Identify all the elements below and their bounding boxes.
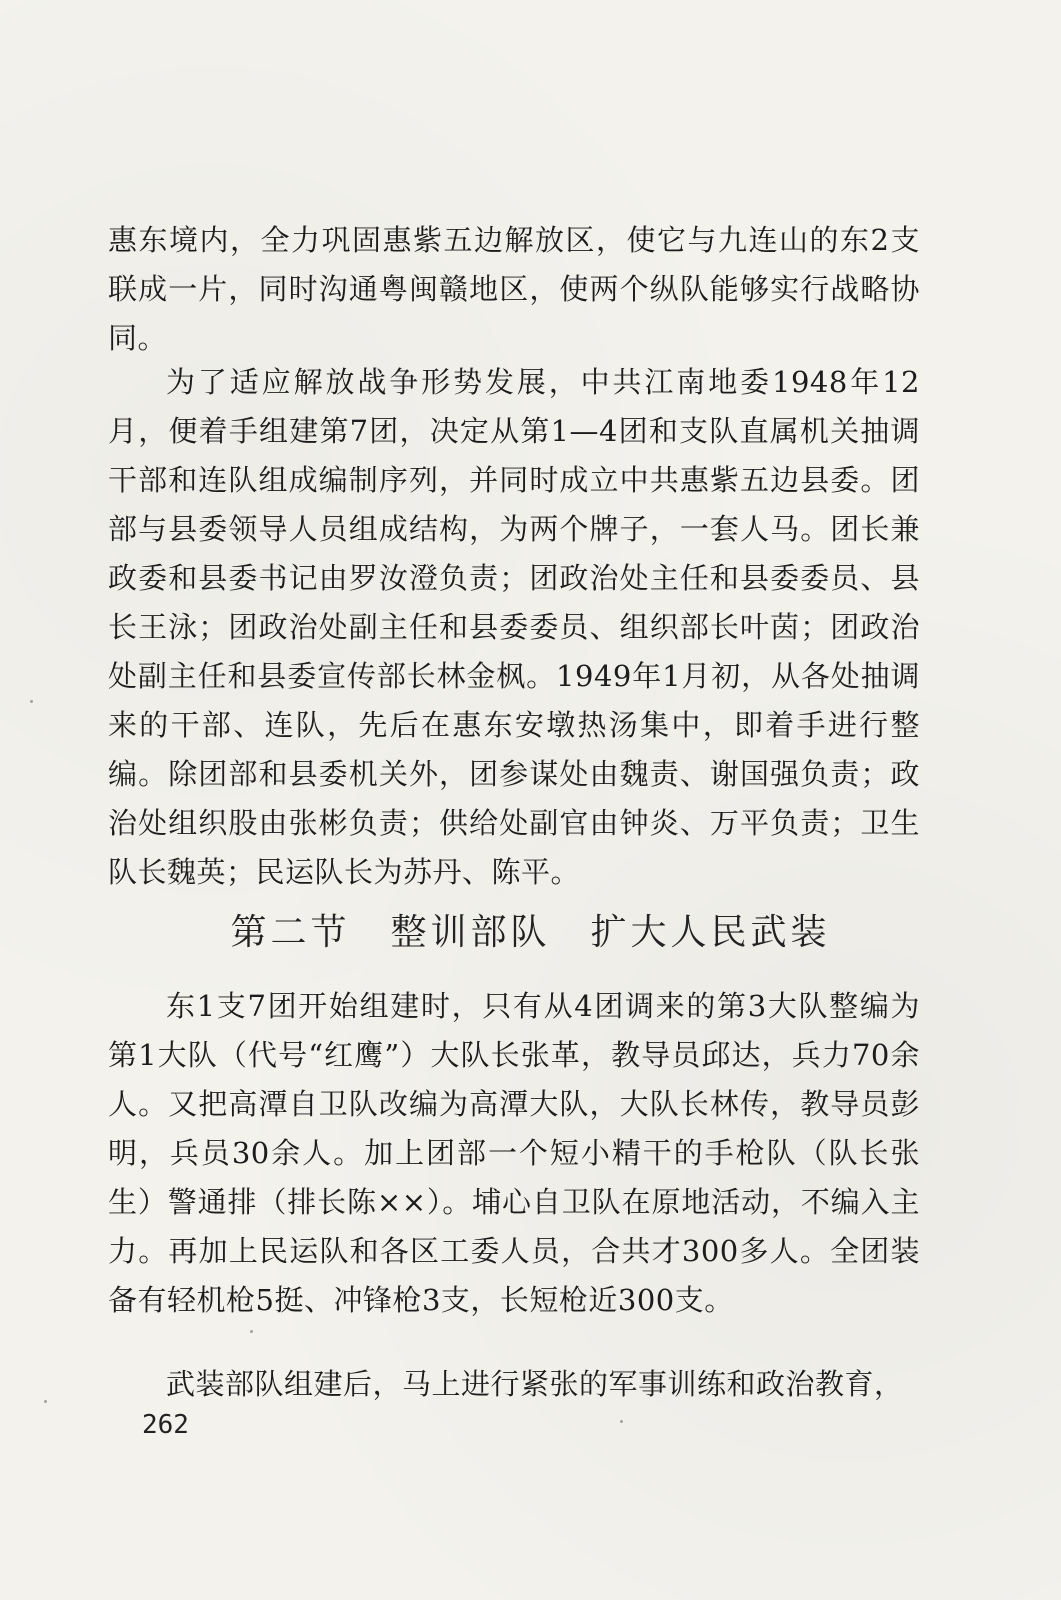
scan-speck bbox=[250, 1330, 253, 1333]
section-heading: 第二节 整训部队 扩大人民武装 bbox=[230, 912, 831, 953]
scan-speck bbox=[30, 700, 33, 703]
paragraph-formation bbox=[108, 358, 920, 897]
paragraph-4: 武装部队组建后，马上进行紧张的军事训练和政治教育， bbox=[166, 1367, 904, 1401]
paragraph-continuation bbox=[108, 216, 920, 363]
paragraph-3: 东1支7团开始组建时，只有从4团调来的第3大队整编为第1大队（代号“红鹰”）大队长张革，教导员邱达，兵力70余人。又把高潭自卫队改编为高潭大队，大队长林传，教导员彭明，兵员30余人。加上团部一个短小精干的手枪队（队长张生）警通排（排长陈××）。埔心自卫队在原地活动，不编入主力。再加上民运队和各区工委人员，合共才300多人。全团装备有轻机枪5挺、冲锋枪3支，长短枪近300支。 bbox=[108, 989, 920, 1317]
paragraph-1: 惠东境内，全力巩固惠紫五边解放区，使它与九连山的东2支联成一片，同时沟通粤闽赣地区，使两个纵队能够实行战略协同。 bbox=[108, 223, 920, 355]
page-number: 262 bbox=[142, 1410, 189, 1440]
paragraph-training bbox=[108, 1360, 920, 1409]
scan-speck bbox=[620, 1420, 623, 1423]
paragraph-organization bbox=[108, 982, 920, 1325]
scan-speck bbox=[44, 1400, 47, 1403]
paragraph-2: 为了适应解放战争形势发展，中共江南地委1948年12月，便着手组建第7团，决定从第1—4团和支队直属机关抽调干部和连队组成编制序列，并同时成立中共惠紫五边县委。团部与县委领导人员组成结构，为两个牌子，一套人马。团长兼政委和县委书记由罗汝澄负责；团政治处主任和县委委员、县长王泳；团政治处副主任和县委委员、组织部长叶茵；团政治处副主任和县委宣传部长林金枫。1949年1月初，从各处抽调来的干部、连队，先后在惠东安墩热汤集中，即着手进行整编。除团部和县委机关外，团参谋处由魏责、谢国强负责；政治处组织股由张彬负责；供给处副官由钟炎、万平负责；卫生队长魏英；民运队长为苏丹、陈平。 bbox=[108, 365, 920, 889]
